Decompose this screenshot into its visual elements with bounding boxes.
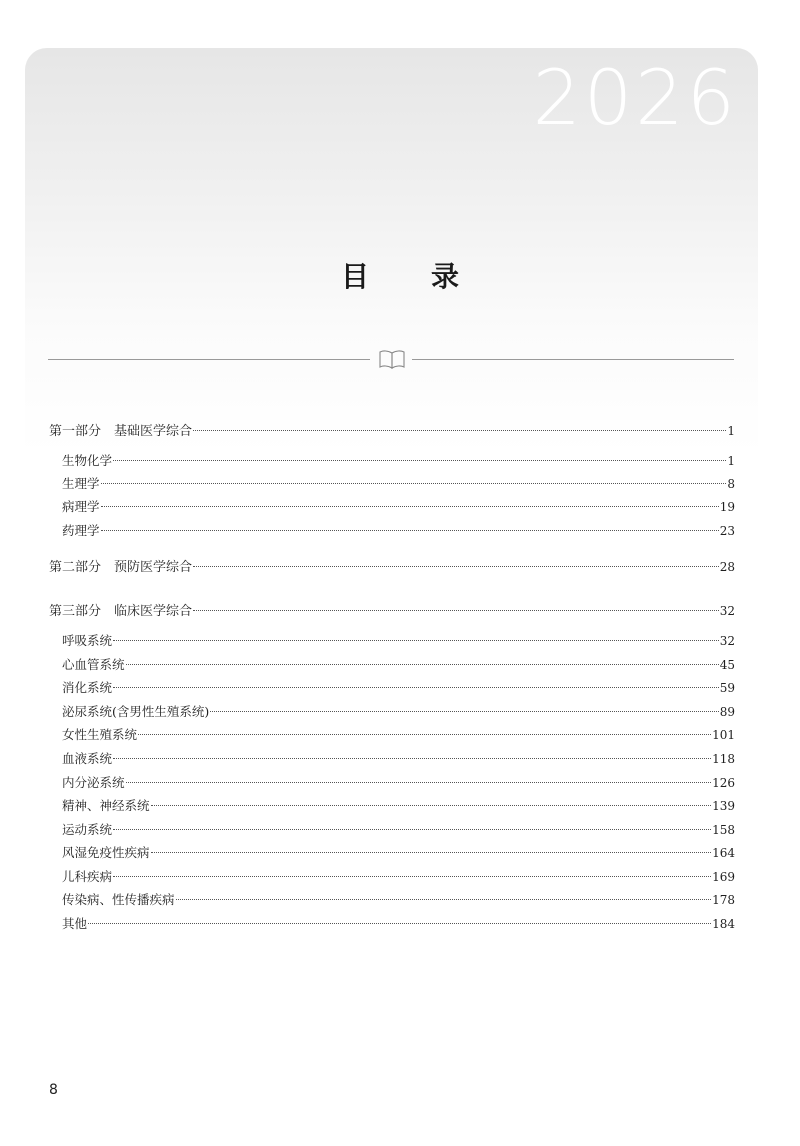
toc-page-number: 19 [719, 500, 735, 514]
toc-chapter[interactable] [62, 772, 735, 794]
toc-entry-label: 传染病、性传播疾病 [62, 892, 175, 907]
dot-leader [88, 923, 711, 924]
toc-page-number: 59 [719, 681, 735, 695]
dot-leader [101, 506, 719, 507]
toc-chapter[interactable] [62, 677, 735, 699]
dot-leader [193, 430, 726, 431]
dot-leader [101, 483, 727, 484]
toc-chapter[interactable] [62, 450, 735, 472]
toc-page-number: 158 [712, 823, 735, 837]
toc-entry-label: 生物化学 [62, 453, 113, 468]
toc-page-number: 184 [712, 917, 735, 931]
dot-leader [176, 899, 712, 900]
toc-entry-label: 其他 [62, 916, 88, 931]
toc-entry-label: 血液系统 [62, 751, 113, 766]
toc-chapter[interactable] [62, 724, 735, 746]
dot-leader [193, 610, 719, 611]
dot-leader [193, 566, 719, 567]
toc-page-number: 32 [719, 604, 735, 618]
toc-chapter[interactable] [62, 889, 735, 911]
dot-leader [126, 782, 712, 783]
dot-leader [113, 640, 719, 641]
toc-page-number: 169 [712, 870, 735, 884]
open-book-icon [378, 348, 406, 370]
toc-entry-label: 泌尿系统(含男性生殖系统) [62, 704, 210, 719]
toc-chapter[interactable] [62, 819, 735, 841]
toc-entry-label: 呼吸系统 [62, 633, 113, 648]
toc-entry-label: 女性生殖系统 [62, 727, 138, 742]
toc-entry-label: 心血管系统 [62, 657, 125, 672]
toc-chapter[interactable] [62, 473, 735, 495]
toc-page-number: 45 [719, 658, 735, 672]
page-title-char-2: 录 [431, 260, 460, 293]
toc-entry-label: 第二部分 预防医学综合 [49, 560, 193, 575]
toc-page-number: 126 [712, 776, 735, 790]
title-divider [48, 348, 734, 370]
toc-entry-label: 风湿免疫性疾病 [62, 845, 150, 860]
toc-page-number: 178 [712, 893, 735, 907]
toc-page-number: 1 [727, 454, 735, 468]
dot-leader [210, 711, 718, 712]
dot-leader [151, 852, 712, 853]
toc-page-number: 139 [712, 799, 735, 813]
dot-leader [113, 758, 711, 759]
toc-entry-label: 药理学 [62, 523, 100, 538]
toc-page-number: 23 [719, 524, 735, 538]
toc-chapter[interactable] [62, 748, 735, 770]
toc-page-number: 28 [719, 560, 735, 574]
dot-leader [101, 530, 719, 531]
divider-line-right [412, 359, 734, 360]
dot-leader [113, 460, 726, 461]
toc-entry-label: 运动系统 [62, 822, 113, 837]
dot-leader [151, 805, 712, 806]
dot-leader [113, 876, 711, 877]
dot-leader [113, 829, 711, 830]
toc-page-number: 1 [727, 424, 735, 438]
toc-chapter[interactable] [62, 630, 735, 652]
toc-chapter[interactable] [62, 866, 735, 888]
toc-chapter[interactable] [62, 496, 735, 518]
dot-leader [126, 664, 719, 665]
toc-entry-label: 第三部分 临床医学综合 [49, 604, 193, 619]
toc-chapter[interactable] [62, 520, 735, 542]
toc-page-number: 8 [727, 477, 735, 491]
toc-entry-label: 第一部分 基础医学综合 [49, 424, 193, 439]
toc-part-1[interactable] [49, 420, 735, 442]
toc-chapter[interactable] [62, 795, 735, 817]
toc-page-number: 164 [712, 846, 735, 860]
toc-page-number: 101 [712, 728, 735, 742]
divider-line-left [48, 359, 370, 360]
toc-part-3[interactable] [49, 600, 735, 622]
year-watermark: 2026 [532, 53, 738, 142]
toc-chapter[interactable] [62, 701, 735, 723]
dot-leader [138, 734, 711, 735]
toc-entry-label: 内分泌系统 [62, 775, 125, 790]
toc-entry-label: 儿科疾病 [62, 869, 113, 884]
toc-chapter[interactable] [62, 913, 735, 935]
toc-entry-label: 消化系统 [62, 680, 113, 695]
toc-entry-label: 生理学 [62, 476, 100, 491]
toc-page-number: 89 [719, 705, 735, 719]
page-title-char-1: 目 [340, 260, 369, 293]
toc-page-number: 118 [712, 752, 735, 766]
toc-entry-label: 病理学 [62, 499, 100, 514]
toc-page-number: 32 [719, 634, 735, 648]
page-number: 8 [49, 1082, 58, 1098]
toc-entry-label: 精神、神经系统 [62, 798, 150, 813]
toc-chapter[interactable] [62, 654, 735, 676]
page-title [0, 257, 800, 297]
toc-part-2[interactable] [49, 556, 735, 578]
dot-leader [113, 687, 719, 688]
toc-chapter[interactable] [62, 842, 735, 864]
